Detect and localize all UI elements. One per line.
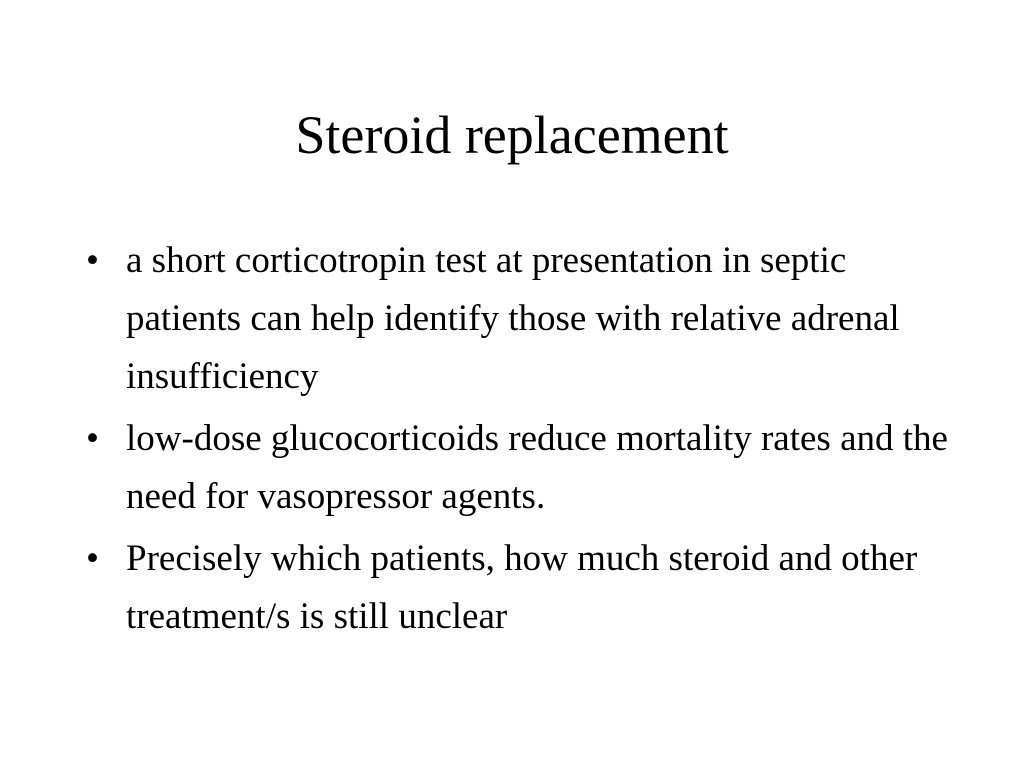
bullet-icon: • — [86, 418, 99, 459]
bullet-text: a short corticotropin test at presentation in septic patients can help identify those with relative adrenal insufficiency — [126, 240, 900, 397]
bullet-icon: • — [86, 538, 99, 579]
bullet-item — [84, 410, 964, 526]
bullet-icon: • — [86, 240, 99, 281]
slide-title: Steroid replacement — [295, 105, 729, 165]
bullet-text: Precisely which patients, how much steroid and other treatment/s is still unclear — [126, 538, 918, 637]
bullet-item — [84, 530, 964, 646]
bullet-item — [84, 232, 964, 406]
bullet-list — [84, 232, 964, 650]
bullet-text: low-dose glucocorticoids reduce mortality rates and the need for vasopressor agents. — [126, 418, 948, 517]
